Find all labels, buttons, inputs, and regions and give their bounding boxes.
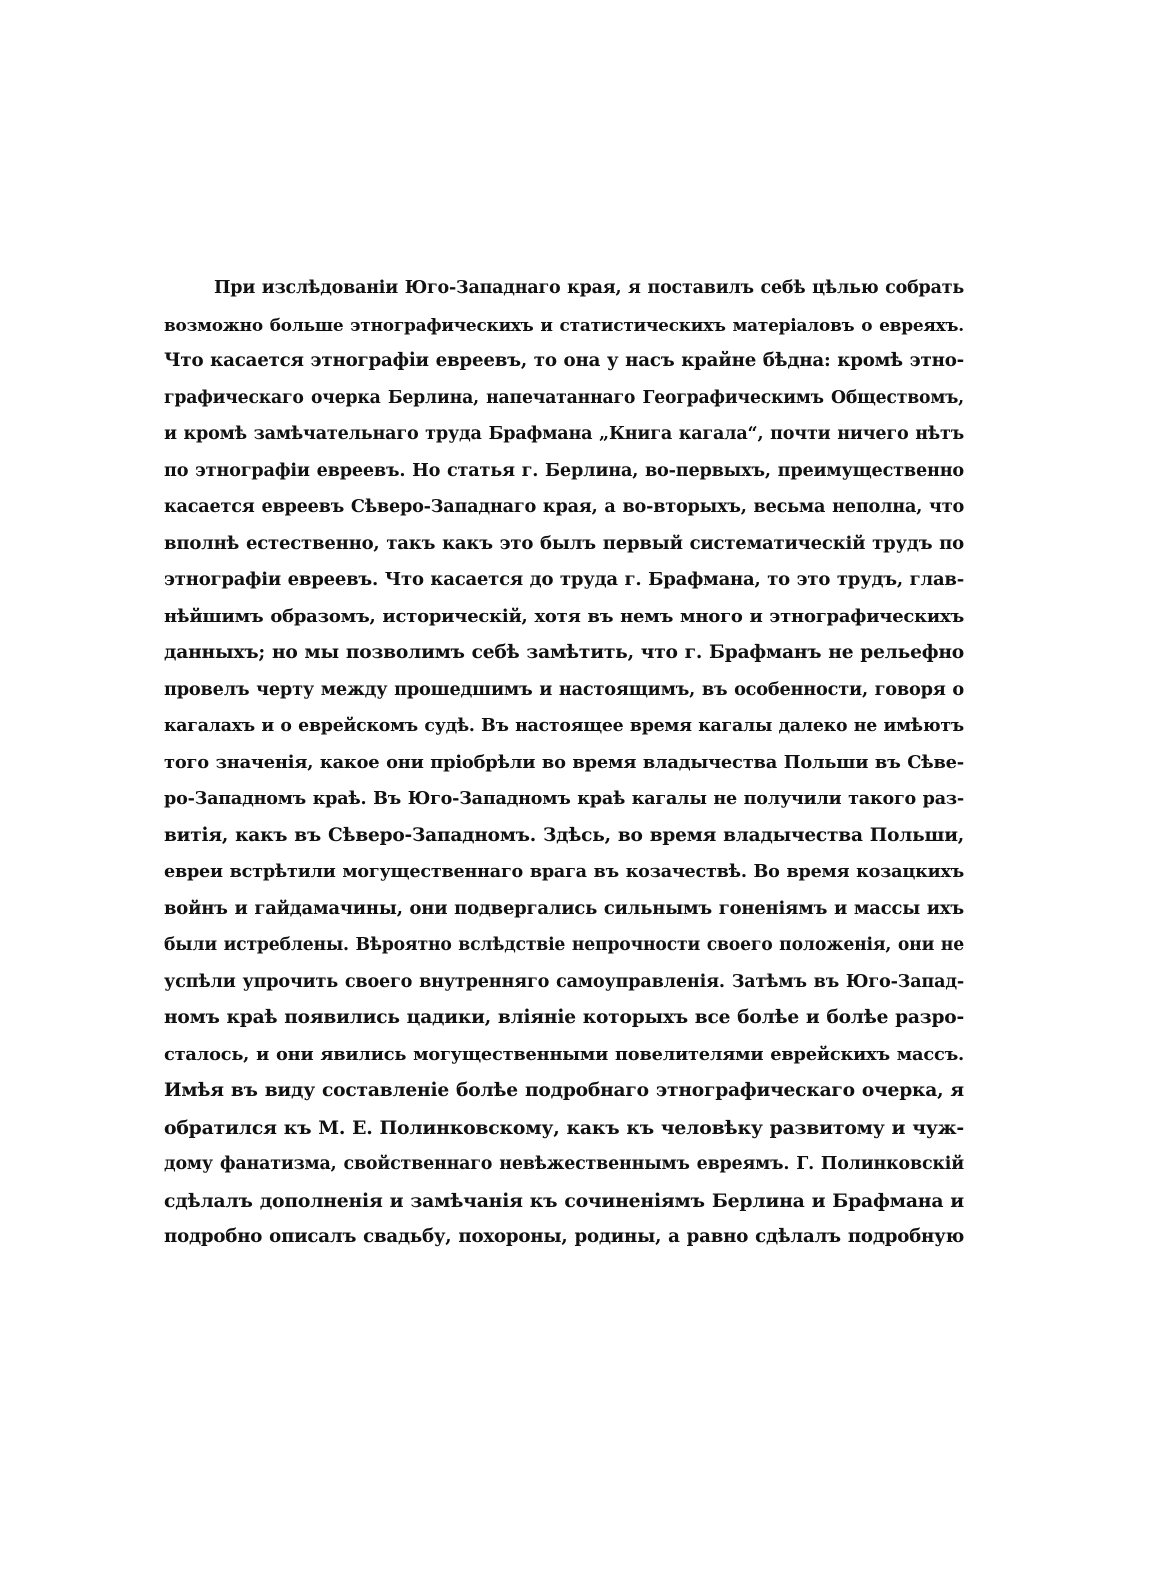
text-line: успѣли упрочить своего внутренняго самоуправленія. Затѣмъ въ Юго-Запад-: [164, 970, 964, 992]
text-line: сдѣлалъ дополненія и замѣчанія къ сочиненіямъ Берлина и Брафмана и: [164, 1189, 964, 1212]
text-line: сталось, и они явились могущественными повелителями еврейскихъ массъ.: [164, 1043, 964, 1065]
text-line: При изслѣдованіи Юго-Западнаго края, я поставилъ себѣ цѣлью собрать: [214, 278, 964, 298]
text-line: подробно описалъ свадьбу, похороны, родины, а равно сдѣлалъ подробную: [164, 1226, 964, 1247]
text-line: Имѣя въ виду составленіе болѣе подробнаго этнографическаго очерка, я: [164, 1080, 964, 1101]
text-line: были истреблены. Вѣроятно вслѣдствіе непрочности своего положенія, они не: [164, 935, 964, 955]
text-line: по этнографіи евреевъ. Но статья г. Берлина, во-первыхъ, преимущественно: [164, 459, 964, 481]
text-line: витія, какъ въ Сѣверо-Западномъ. Здѣсь, во время владычества Польши,: [164, 824, 964, 846]
text-line: и кромѣ замѣчательнаго труда Брафмана „Книга кагала“, почти ничего нѣтъ: [164, 423, 964, 444]
text-line: ро-Западномъ краѣ. Въ Юго-Западномъ краѣ кагалы не получили такого раз-: [164, 789, 964, 809]
text-line: данныхъ; но мы позволимъ себѣ замѣтить, что г. Брафманъ не рельефно: [164, 642, 964, 663]
text-line: евреи встрѣтили могущественнаго врага въ козачествѣ. Во время козацкихъ: [164, 862, 964, 882]
text-line: дому фанатизма, свойственнаго невѣжественнымъ евреямъ. Г. Полинковскій: [164, 1154, 964, 1174]
text-line: Что касается этнографіи евреевъ, то она у насъ крайне бѣдна: кромѣ этно-: [164, 350, 964, 371]
text-line: возможно больше этнографическихъ и статистическихъ матеріаловъ о евреяхъ.: [164, 314, 964, 335]
body-paragraph: [164, 270, 964, 1256]
text-line: касается евреевъ Сѣверо-Западнаго края, а во-вторыхъ, весьма неполна, что: [164, 496, 964, 517]
text-line: этнографіи евреевъ. Что касается до труда г. Брафмана, то это трудъ, глав-: [164, 569, 964, 590]
text-line: кагалахъ и о еврейскомъ судѣ. Въ настоящее время кагалы далеко не имѣютъ: [164, 716, 964, 736]
text-line: вполнѣ естественно, такъ какъ это былъ первый систематическій трудъ по: [164, 532, 964, 554]
text-line: провелъ черту между прошедшимъ и настоящимъ, въ особенности, говоря о: [164, 678, 964, 700]
text-line: того значенія, какое они пріобрѣли во время владычества Польши въ Сѣве-: [164, 751, 964, 773]
text-line: обратился къ М. Е. Полинковскому, какъ къ человѣку развитому и чуж-: [164, 1116, 964, 1139]
text-line: графическаго очерка Берлина, напечатаннаго Географическимъ Обществомъ,: [164, 387, 964, 408]
text-line: нѣйшимъ образомъ, историческій, хотя въ немъ много и этнографическихъ: [164, 605, 964, 627]
text-line: номъ краѣ появились цадики, вліяніе которыхъ все болѣе и болѣе разро-: [164, 1007, 964, 1028]
text-line: войнъ и гайдамачины, они подвергались сильнымъ гоненіямъ и массы ихъ: [164, 897, 964, 919]
